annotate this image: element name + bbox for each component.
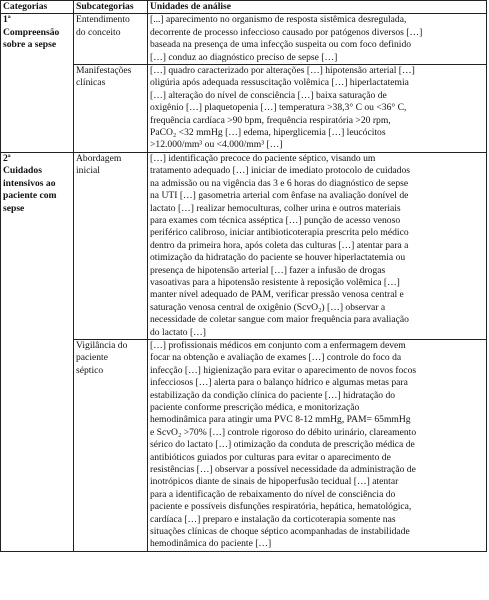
subcategory-label: Vigilância do xyxy=(76,339,128,351)
header-subcategories: Subcategorias xyxy=(74,1,148,14)
analysis-unit-line: antibióticos guiados por culturas para evitar o aparecimento de xyxy=(150,451,391,463)
subcategory-label: séptico xyxy=(76,364,104,376)
subcategory-label: Abordagem xyxy=(76,152,122,164)
analysis-unit-line: paciente e possíveis disfunções respiratória, hepática, hematológica, xyxy=(150,501,412,513)
analysis-unit-line: infecção […] higienização para evitar o aparecimento de novos focos xyxy=(150,364,417,376)
category-cell xyxy=(1,152,74,551)
analysis-unit-line: […] conduz ao diagnóstico preciso de sepse […] xyxy=(150,51,338,63)
subcategory-label: inicial xyxy=(76,165,100,177)
subcategory-label: Manifestações xyxy=(76,65,132,77)
analysis-unit-line: infecciosos […] alerta para o balanço hídrico e algumas metas para xyxy=(150,377,408,389)
subcategory-cell xyxy=(74,339,148,551)
analysis-unit-line: periférico calibroso, iniciar antibioticoterapia prescrita pelo médico xyxy=(150,227,409,239)
table-row xyxy=(1,65,487,153)
analysis-unit-line: >12.000/mm³ ou <4.000/mm³ […] xyxy=(150,139,283,151)
analysis-unit-line: vasoativas para a hipotensão resistente à reposição volêmica […] xyxy=(150,276,400,288)
analysis-unit-line: manter nível adequado de PAM, verificar pressão venosa central e xyxy=(150,289,404,301)
analysis-unit-line: […] alteração do nível de consciência […] baixa saturação de xyxy=(150,89,387,101)
analysis-unit-line: lactato […] realizar hemoculturas, colher urina e outros materiais xyxy=(150,202,401,214)
category-label: sepse xyxy=(3,202,25,214)
subcategory-cell xyxy=(74,14,148,65)
category-label: intensivos ao xyxy=(3,177,56,189)
analysis-unit-line: na UTI […] gasometria arterial com ênfase na avaliação donível de xyxy=(150,190,409,202)
table-row xyxy=(1,339,487,551)
subcategory-label: clínicas xyxy=(76,77,106,89)
category-label: Compreensão xyxy=(3,26,60,38)
subcategory-cell xyxy=(74,152,148,339)
analysis-unit-line: sérico do lactato […] otimização da conduta de prescrição médica de xyxy=(150,439,415,451)
subcategory-label: Entendimento xyxy=(76,14,130,26)
subcategory-label: do conceito xyxy=(76,26,121,38)
analysis-unit-line: inotrópicos diante de sinais de hipoperfusão tecidual […] atentar xyxy=(150,476,399,488)
analysis-unit-line: oxigênio […] plaquetopenia […] temperatura >38,3° C ou <36° C, xyxy=(150,102,407,114)
analysis-unit-line: otimização da hidratação do paciente se houver hiperlactatemia ou xyxy=(150,252,406,264)
table-body xyxy=(1,14,487,551)
analysis-unit-line: PaCO₂ <32 mmHg […] edema, hiperglicemia […] leucócitos xyxy=(150,127,386,139)
header-row xyxy=(1,1,487,14)
analysis-units-cell xyxy=(148,14,487,65)
analysis-unit-line: baseada na presença de uma infecção suspeita ou com foco definido xyxy=(150,39,412,51)
table-row xyxy=(1,14,487,65)
analysis-unit-line: […] profissionais médicos em conjunto com a enfermagem devem xyxy=(150,339,406,351)
analysis-unit-line: paciente conforme prescrição médica, e monitorização xyxy=(150,402,360,413)
table-row xyxy=(1,152,487,339)
analysis-unit-line: hemodinâmica do paciente […] xyxy=(150,538,272,550)
analysis-unit-line: saturação venosa central de oxigênio (ScvO₂) […] observar a xyxy=(150,301,386,313)
subcategory-label: paciente xyxy=(76,352,108,364)
analysis-unit-line: presença de hipotensão arterial […] fazer a infusão de drogas xyxy=(150,264,386,276)
analysis-unit-line: hemodinâmica para atingir uma PVC 8-12 mmHg, PAM= 65mmHg xyxy=(150,414,411,426)
category-label: paciente com xyxy=(3,190,57,202)
analysis-unit-line: focar na obtenção e avaliação de exames […] controle do foco da xyxy=(150,352,402,364)
analysis-unit-line: cardíaca […] preparo e instalação da corticoterapia somente nas xyxy=(150,513,396,525)
analysis-unit-line: […] identificação precoce do paciente séptico, visando um xyxy=(150,152,376,164)
category-label: 2ª xyxy=(3,152,11,164)
category-label: Cuidados xyxy=(3,165,42,177)
analysis-units-cell xyxy=(148,152,487,339)
analysis-unit-line: frequência cardíaca >90 bpm, frequência respiratória >20 rpm, xyxy=(150,114,391,126)
subcategory-cell xyxy=(74,65,148,153)
category-label: 1ª xyxy=(3,14,11,26)
analysis-unit-line: resistências […] observar a possível necessidade da administração de xyxy=(150,464,416,476)
analysis-unit-line: e ScvO₂ >70% […] controle rigoroso do débito urinário, clareamento xyxy=(150,426,417,438)
analysis-unit-line: na admissão ou na vigência das 3 e 6 horas do diagnóstico de sepse xyxy=(150,177,409,189)
analysis-unit-line: tratamento adequado […] iniciar de imediato protocolo de cuidados xyxy=(150,165,411,177)
analysis-unit-line: […] quadro caracterizado por alterações […] hipotensão arterial […] xyxy=(150,65,415,77)
analysis-unit-line: dentro da primeira hora, após coleta das culturas […] atentar para a xyxy=(150,239,409,251)
header-categories: Categorias xyxy=(1,1,74,14)
analysis-unit-line: para a identificação de rebaixamento do nível de consciência do xyxy=(150,488,396,500)
category-label: sobre a sepse xyxy=(3,39,57,51)
analysis-unit-line: situações clínicas de choque séptico acompanhadas de instabilidade xyxy=(150,526,410,538)
analysis-unit-line: estabilização da condição clínica do paciente […] hidratação do xyxy=(150,389,396,401)
header-units: Unidades de análise xyxy=(148,1,487,14)
category-cell xyxy=(1,14,74,152)
analysis-unit-line: do lactato […] xyxy=(150,326,206,338)
analysis-units-cell xyxy=(148,339,487,551)
analysis-units-cell xyxy=(148,65,487,153)
analysis-unit-line: oligúria após adequada ressuscitação volêmica […] hiperlactatemia xyxy=(150,77,409,89)
analysis-unit-line: para exames com técnica asséptica […] punção de acesso venoso xyxy=(150,214,401,226)
analysis-unit-line: [...] aparecimento no organismo de resposta sistêmica desregulada, xyxy=(150,14,407,26)
analysis-unit-line: necessidade de coletar sangue com maior frequência para avaliação xyxy=(150,314,409,326)
analysis-unit-line: decorrente de processo infeccioso causado por patógenos diversos […] xyxy=(150,26,423,38)
